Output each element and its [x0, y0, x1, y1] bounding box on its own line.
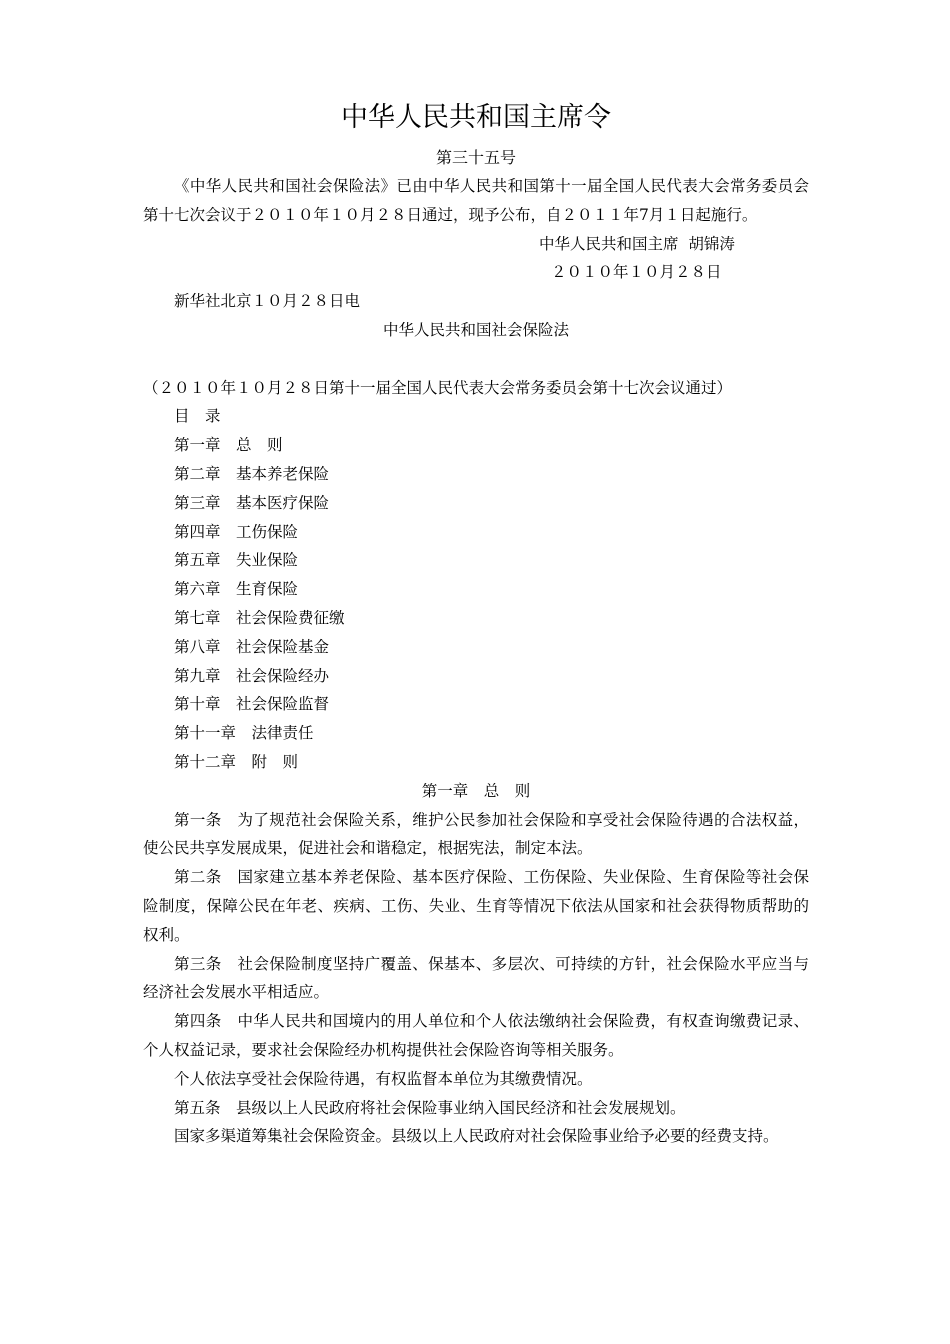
toc-item: 第八章 社会保险基金 [174, 637, 330, 656]
article-paragraph: 国家多渠道筹集社会保险资金。县级以上人民政府对社会保险事业给予必要的经费支持。 [174, 1127, 779, 1146]
toc-item: 第十章 社会保险监督 [174, 695, 330, 714]
law-title: 中华人民共和国社会保险法 [382, 320, 569, 339]
document-page [143, 98, 809, 1151]
toc-item: 第一章 总 则 [174, 436, 283, 455]
toc-item: 第十一章 法律责任 [174, 724, 314, 743]
article-paragraph: 第三条 社会保险制度坚持广覆盖、保基本、多层次、可持续的方针，社会保险水平应当与经济社会发展水平相适应。 [143, 954, 809, 1002]
toc-item: 第六章 生育保险 [174, 580, 299, 599]
toc-item: 第二章 基本养老保险 [174, 464, 330, 483]
promulgation-text: 《中华人民共和国社会保险法》已由中华人民共和国第十一届全国人民代表大会常务委员会第十七次会议于２０１０年１０月２８日通过，现予公布，自２０１１年7月１日起施行。 [143, 177, 809, 224]
signing-date: ２０１０年１０月２８日 [551, 263, 722, 282]
document-title: 中华人民共和国主席令 [341, 102, 611, 133]
toc-item: 第九章 社会保险经办 [174, 666, 330, 685]
article-paragraph: 个人依法享受社会保险待遇，有权监督本单位为其缴费情况。 [174, 1069, 593, 1088]
toc-heading: 目 录 [174, 407, 221, 426]
toc-item: 第十二章 附 则 [174, 752, 299, 771]
toc-item: 第四章 工伤保险 [174, 522, 299, 541]
news-dateline: 新华社北京１０月２８日电 [174, 292, 361, 311]
article-paragraph: 第二条 国家建立基本养老保险、基本医疗保险、工伤保险、失业保险、生育保险等社会保险制度，保障公民在年老、疾病、工伤、失业、生育等情况下依法从国家和社会获得物质帮助的权利。 [143, 868, 809, 944]
blank-line [143, 345, 809, 374]
adoption-note: （２０１０年１０月２８日第十一届全国人民代表大会常务委员会第十七次会议通过） [143, 378, 733, 397]
article-paragraph: 第四条 中华人民共和国境内的用人单位和个人依法缴纳社会保险费，有权查询缴费记录、个人权益记录，要求社会保险经办机构提供社会保险咨询等相关服务。 [143, 1012, 809, 1059]
chapter-heading: 第一章 总 则 [421, 781, 531, 800]
order-number: 第三十五号 [435, 148, 516, 167]
article-paragraph: 第五条 县级以上人民政府将社会保险事业纳入国民经济和社会发展规划。 [174, 1098, 686, 1117]
signer-line: 中华人民共和国主席 胡锦涛 [539, 234, 735, 253]
toc-item: 第五章 失业保险 [174, 551, 299, 570]
article-paragraph: 第一条 为了规范社会保险关系，维护公民参加社会保险和享受社会保险待遇的合法权益，使公民共享发展成果，促进社会和谐稳定，根据宪法，制定本法。 [143, 810, 809, 858]
toc-item: 第三章 基本医疗保险 [174, 493, 330, 512]
toc-item: 第七章 社会保险费征缴 [174, 608, 345, 627]
